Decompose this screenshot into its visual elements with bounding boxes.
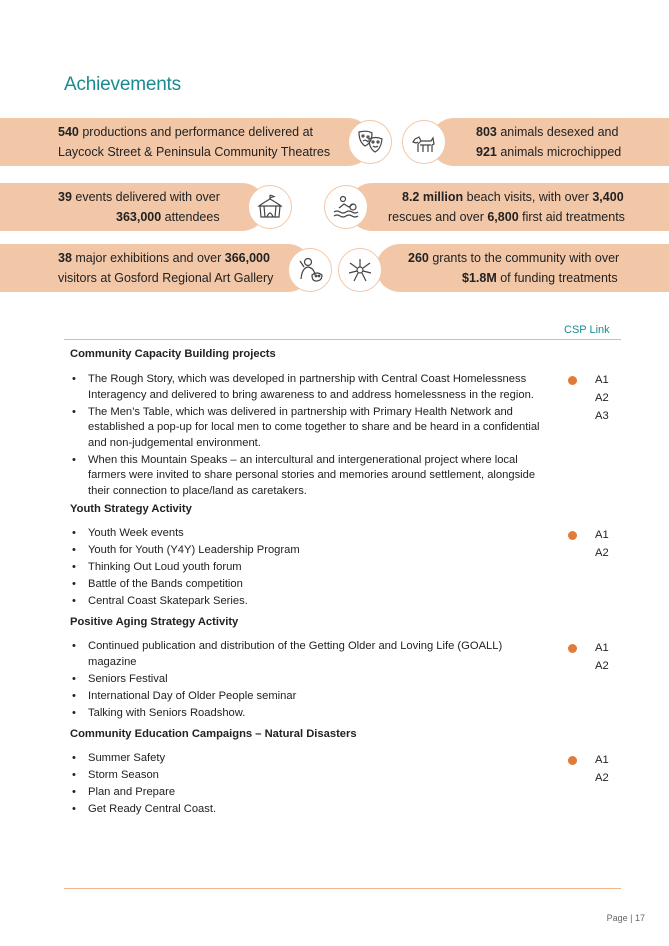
list-item: • Get Ready Central Coast. — [70, 802, 550, 818]
list-item: • Battle of the Bands competition — [70, 577, 550, 593]
csp-links: A1 A2 — [595, 529, 609, 559]
bullet-list — [70, 639, 550, 723]
section-title: Community Education Campaigns – Natural Disasters — [70, 728, 357, 740]
list-item: • The Rough Story, which was developed in partnership with Central Coast Homelessness Interagency and delivered to bring awareness to and address homelessness in the region. — [70, 372, 550, 403]
csp-link-header: CSP Link — [564, 324, 610, 336]
csp-links: A1 A2 — [595, 754, 609, 784]
dog-icon — [402, 120, 446, 164]
theatre-masks-icon — [348, 120, 392, 164]
bullet-list — [70, 526, 550, 611]
bullet-list — [70, 751, 550, 819]
achievement-exhibitions: 38 major exhibitions and over 366,000 visitors at Gosford Regional Art Gallery — [0, 244, 312, 292]
section-title: Community Capacity Building projects — [70, 348, 276, 360]
header-divider — [64, 339, 621, 340]
csp-status-dot — [568, 756, 577, 765]
list-item: • Central Coast Skatepark Series. — [70, 594, 550, 610]
footer-divider — [64, 888, 621, 889]
csp-status-dot — [568, 531, 577, 540]
achievement-beaches: 8.2 million beach visits, with over 3,400 rescues and over 6,800 first aid treatments — [348, 183, 669, 231]
list-item: • Summer Safety — [70, 751, 550, 767]
list-item: • Thinking Out Loud youth forum — [70, 560, 550, 576]
csp-links: A1 A2 A3 — [595, 374, 609, 422]
page-number: Page | 17 — [606, 913, 645, 923]
community-hands-icon — [338, 248, 382, 292]
list-item: • Seniors Festival — [70, 672, 550, 688]
csp-status-dot — [568, 376, 577, 385]
list-item: • International Day of Older People seminar — [70, 689, 550, 705]
csp-links: A1 A2 — [595, 642, 609, 672]
list-item: • Storm Season — [70, 768, 550, 784]
artist-palette-icon — [288, 248, 332, 292]
achievement-grants: 260 grants to the community with over $1.8M of funding treatments — [376, 244, 669, 292]
list-item: • Youth for Youth (Y4Y) Leadership Program — [70, 543, 550, 559]
list-item: • Continued publication and distribution of the Getting Older and Loving Life (GOALL) magazine — [70, 639, 550, 670]
achievement-animals: 803 animals desexed and 921 animals microchipped — [430, 118, 669, 166]
csp-status-dot — [568, 644, 577, 653]
page-title: Achievements — [64, 74, 181, 95]
bullet-list — [70, 372, 550, 501]
achievement-events: 39 events delivered with over 363,000 attendees — [0, 183, 266, 231]
lifeguard-swimmer-icon — [324, 185, 368, 229]
list-item: • When this Mountain Speaks – an intercultural and intergenerational project where local farmers were invited to share personal stories and memories around settlement, alongside their connection to place/land as caretakers. — [70, 453, 550, 500]
list-item: • Talking with Seniors Roadshow. — [70, 706, 550, 722]
list-item: • The Men’s Table, which was delivered in partnership with Primary Health Network and established a pop-up for local men to come together to share and be heard in a confidential and non-judgemental environment. — [70, 405, 550, 452]
circus-tent-icon — [248, 185, 292, 229]
list-item: • Youth Week events — [70, 526, 550, 542]
section-title: Youth Strategy Activity — [70, 503, 192, 515]
list-item: • Plan and Prepare — [70, 785, 550, 801]
section-title: Positive Aging Strategy Activity — [70, 616, 239, 628]
achievement-theatres: 540 productions and performance delivered at Laycock Street & Peninsula Community Theatres — [0, 118, 372, 166]
